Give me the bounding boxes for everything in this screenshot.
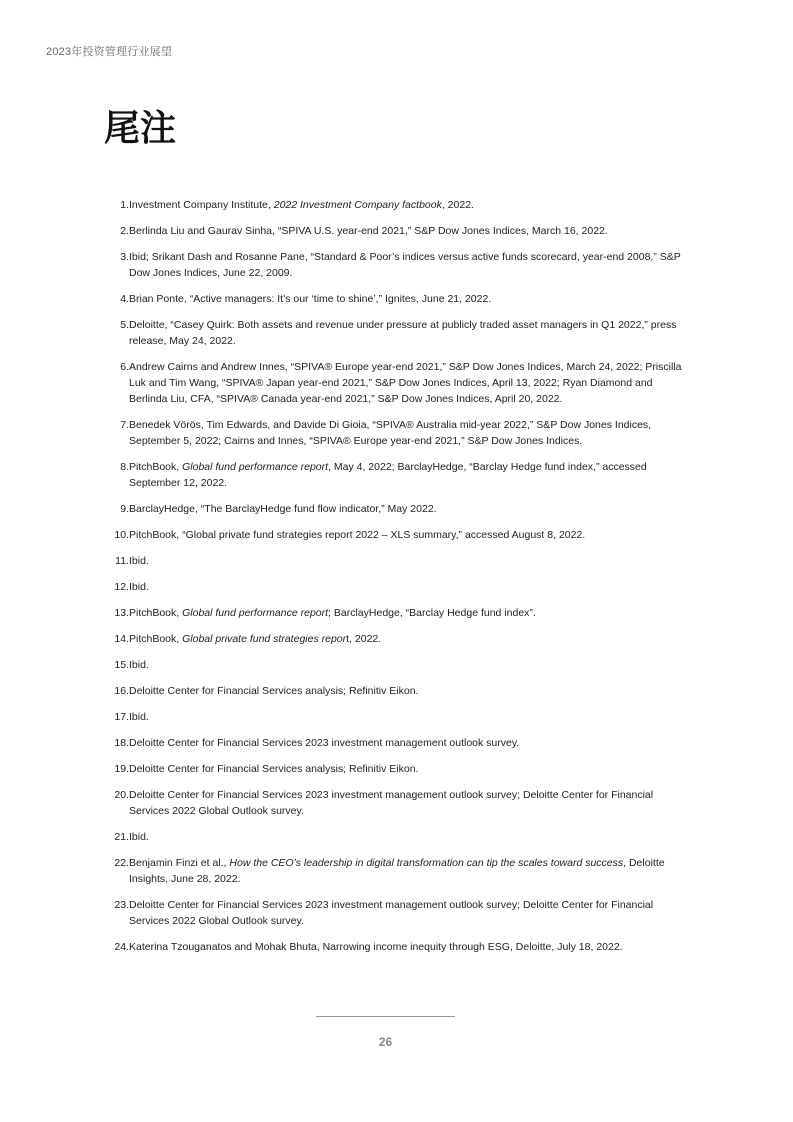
endnote-text xyxy=(129,939,690,955)
endnote-text-segment: Investment Company Institute, xyxy=(129,199,274,211)
endnote-number xyxy=(100,735,129,751)
endnote-number xyxy=(100,291,129,307)
endnote-number-label: 4. xyxy=(120,293,129,305)
endnote-number-label: 6. xyxy=(120,361,129,373)
endnote-text xyxy=(129,417,690,449)
endnote-italic-title: How the CEO’s leadership in digital transformation can tip the scales toward success xyxy=(229,857,624,869)
endnote-text-segment: Deloitte, “Casey Quirk: Both assets and revenue under pressure at publicly traded asset managers in Q1 2022,” press release, May 24, 2022. xyxy=(129,319,677,347)
endnote-italic-title: Global fund performance report xyxy=(182,607,329,619)
endnote-text-segment: Benjamin Finzi et al., xyxy=(129,857,230,869)
endnote-number-label: 16. xyxy=(114,685,129,697)
endnote-text xyxy=(129,631,690,647)
endnote-item xyxy=(100,459,690,491)
endnote-number xyxy=(100,417,129,433)
endnote-item xyxy=(100,939,690,955)
endnote-number-label: 15. xyxy=(114,659,129,671)
endnote-text-segment: Ibid; Srikant Dash and Rosanne Pane, “Standard & Poor’s indices versus active funds scorecard, year-end 2008,” S&P Dow Jones Indices, June 22, 2009. xyxy=(129,251,681,279)
endnote-number xyxy=(100,855,129,871)
endnote-item xyxy=(100,631,690,647)
endnote-item xyxy=(100,761,690,777)
endnote-number-label: 21. xyxy=(114,831,129,843)
endnote-item xyxy=(100,657,690,673)
endnote-text-segment: Ibid. xyxy=(129,831,149,843)
endnote-number xyxy=(100,527,129,543)
endnote-item xyxy=(100,197,690,213)
endnote-text xyxy=(129,459,690,491)
endnote-italic-title: Global private fund strategies repor xyxy=(182,633,347,645)
endnote-number-label: 14. xyxy=(114,633,129,645)
endnote-number xyxy=(100,501,129,517)
endnote-item xyxy=(100,317,690,349)
endnote-number-label: 13. xyxy=(114,607,129,619)
endnote-number xyxy=(100,459,129,475)
endnote-text-segment: Ibid. xyxy=(129,711,149,723)
endnote-text-segment: Deloitte Center for Financial Services analysis; Refinitiv Eikon. xyxy=(129,763,419,775)
endnote-number xyxy=(100,579,129,595)
endnote-text-segment: Deloitte Center for Financial Services 2023 investment management outlook survey. xyxy=(129,737,520,749)
endnote-number xyxy=(100,761,129,777)
endnote-text-segment: Ibid. xyxy=(129,581,149,593)
endnote-number-label: 24. xyxy=(114,941,129,953)
endnote-text xyxy=(129,317,690,349)
endnote-text xyxy=(129,855,690,887)
endnote-number xyxy=(100,709,129,725)
endnote-number xyxy=(100,223,129,239)
endnote-item xyxy=(100,683,690,699)
endnote-text-segment: Ibid. xyxy=(129,555,149,567)
endnote-text xyxy=(129,897,690,929)
endnote-text-segment: Deloitte Center for Financial Services analysis; Refinitiv Eikon. xyxy=(129,685,419,697)
endnote-text-segment: Berlinda Liu and Gaurav Sinha, “SPIVA U.S. year-end 2021,” S&P Dow Jones Indices, March 16, 2022. xyxy=(129,225,608,237)
endnote-number xyxy=(100,317,129,333)
endnote-item xyxy=(100,527,690,543)
endnote-text xyxy=(129,223,690,239)
endnote-italic-title: 2022 Investment Company factbook xyxy=(273,199,442,211)
endnote-text-segment: , 2022. xyxy=(441,199,474,211)
endnote-text-segment: ; BarclayHedge, “Barclay Hedge fund index”. xyxy=(328,607,536,619)
endnote-text-segment: , Deloitte Insights, June 28, 2022. xyxy=(129,857,665,885)
endnote-text xyxy=(129,683,690,699)
endnote-text-segment: Brian Ponte, “Active managers: It’s our ‘time to shine’,” Ignites, June 21, 2022. xyxy=(129,293,492,305)
endnote-text-segment: BarclayHedge, “The BarclayHedge fund flow indicator,” May 2022. xyxy=(129,503,437,515)
endnote-text-segment: PitchBook, xyxy=(129,633,183,645)
endnote-text-segment: PitchBook, xyxy=(129,461,183,473)
endnote-number-label: 5. xyxy=(120,319,129,331)
endnote-text xyxy=(129,553,690,569)
endnote-text xyxy=(129,359,690,407)
endnote-text-segment: Andrew Cairns and Andrew Innes, “SPIVA® Europe year-end 2021,” S&P Dow Jones Indices, March 24, 2022; Priscilla Luk and Tim Wang, “SPIVA® Japan year-end 2021,” S&P Dow Jones Indices, April 13, 2022; Ryan Diamond and Berlinda Liu, CFA, “SPIVA® Canada year-end 2021,” S&P Dow Jones Indices, April 20, 2022. xyxy=(129,361,682,405)
endnote-text-segment: Katerina Tzouganatos and Mohak Bhuta, Narrowing income inequity through ESG, Deloitte, July 18, 2022. xyxy=(129,941,623,953)
endnote-text-segment: Benedek Vörös, Tim Edwards, and Davide Di Gioia, “SPIVA® Australia mid-year 2022,” S&P Dow Jones Indices, September 5, 2022; Cairns and Innes, “SPIVA® Europe year-end 2021,” S&P Dow Jones Indices. xyxy=(129,419,652,447)
endnote-number-label: 17. xyxy=(114,711,129,723)
endnote-text xyxy=(129,249,690,281)
endnote-text-segment: Deloitte Center for Financial Services 2023 investment management outlook survey; Deloitte Center for Financial Services 2022 Global Outlook survey. xyxy=(129,789,654,817)
endnote-number-label: 12. xyxy=(114,581,129,593)
endnote-text-segment: PitchBook, “Global private fund strategies report 2022 – XLS summary,” accessed August 8, 2022. xyxy=(129,529,586,541)
endnote-number xyxy=(100,197,129,213)
endnote-text xyxy=(129,291,690,307)
endnote-text xyxy=(129,197,690,213)
endnote-item xyxy=(100,735,690,751)
endnote-number-label: 3. xyxy=(120,251,129,263)
endnote-number-label: 10. xyxy=(114,529,129,541)
endnote-number xyxy=(100,897,129,913)
endnote-number xyxy=(100,787,129,803)
endnote-text-segment: Ibid. xyxy=(129,659,149,671)
endnote-text xyxy=(129,527,690,543)
endnote-text-segment: , May 4, 2022; BarclayHedge, “Barclay Hedge fund index,” accessed September 12, 2022. xyxy=(129,461,647,489)
endnote-number xyxy=(100,605,129,621)
page-number: 26 xyxy=(378,1035,393,1049)
endnote-number-label: 2. xyxy=(120,225,129,237)
endnote-italic-title: Global fund performance report xyxy=(182,461,329,473)
endnote-number-label: 9. xyxy=(120,503,129,515)
endnote-item xyxy=(100,855,690,887)
endnote-item xyxy=(100,829,690,845)
endnote-text-segment: PitchBook, xyxy=(129,607,183,619)
endnote-number xyxy=(100,939,129,955)
endnote-number-label: 7. xyxy=(120,419,129,431)
endnote-text xyxy=(129,579,690,595)
endnote-text-segment: Deloitte Center for Financial Services 2023 investment management outlook survey; Deloitte Center for Financial Services 2022 Global Outlook survey. xyxy=(129,899,654,927)
endnote-number xyxy=(100,683,129,699)
endnote-item xyxy=(100,709,690,725)
endnote-text xyxy=(129,735,690,751)
endnote-number-label: 19. xyxy=(114,763,129,775)
endnote-item xyxy=(100,359,690,407)
endnote-number-label: 11. xyxy=(115,555,129,567)
endnotes-list xyxy=(100,197,690,965)
endnote-number xyxy=(100,657,129,673)
endnote-item xyxy=(100,579,690,595)
endnote-number xyxy=(100,829,129,845)
footer-divider xyxy=(316,1016,455,1017)
endnote-number-label: 18. xyxy=(114,737,129,749)
endnote-number-label: 1. xyxy=(120,199,129,211)
endnote-item xyxy=(100,605,690,621)
endnote-item xyxy=(100,417,690,449)
page-title: 尾注 xyxy=(104,108,177,149)
endnote-item xyxy=(100,291,690,307)
endnote-text xyxy=(129,787,690,819)
endnote-text xyxy=(129,605,690,621)
endnote-number-label: 20. xyxy=(114,789,129,801)
endnote-item xyxy=(100,553,690,569)
endnote-number xyxy=(100,359,129,375)
running-header: 2023年投资管理行业展望 xyxy=(46,46,173,58)
endnote-text xyxy=(129,829,690,845)
endnote-text-segment: t, 2022. xyxy=(346,633,382,645)
endnote-text xyxy=(129,501,690,517)
endnote-item xyxy=(100,501,690,517)
endnote-number xyxy=(100,249,129,265)
endnote-number xyxy=(100,553,129,569)
endnote-item xyxy=(100,897,690,929)
endnote-number-label: 23. xyxy=(114,899,129,911)
endnote-number-label: 22. xyxy=(114,857,129,869)
endnote-item xyxy=(100,223,690,239)
endnote-number xyxy=(100,631,129,647)
endnote-item xyxy=(100,787,690,819)
endnote-text xyxy=(129,657,690,673)
endnote-number-label: 8. xyxy=(120,461,129,473)
endnote-text xyxy=(129,761,690,777)
endnote-item xyxy=(100,249,690,281)
endnote-text xyxy=(129,709,690,725)
